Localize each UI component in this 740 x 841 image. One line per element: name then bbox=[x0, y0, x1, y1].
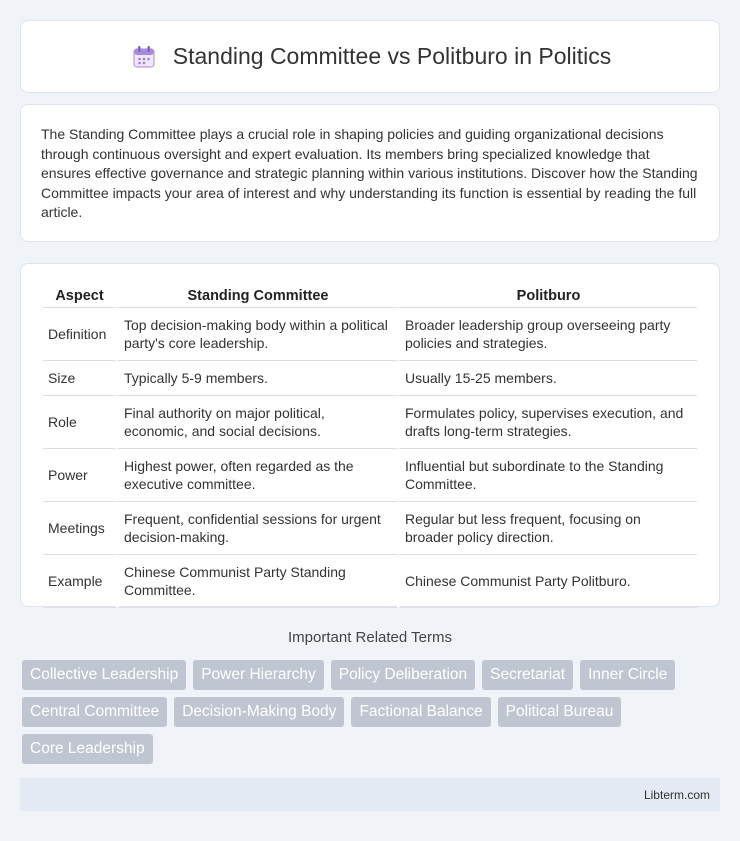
term-tag[interactable]: Collective Leadership bbox=[22, 660, 186, 690]
term-tag[interactable]: Factional Balance bbox=[351, 697, 490, 727]
row-standing-committee: Frequent, confidential sessions for urgent decision-making. bbox=[116, 502, 397, 555]
term-tag[interactable]: Decision-Making Body bbox=[174, 697, 344, 727]
table-row bbox=[43, 308, 697, 361]
intro-text: The Standing Committee plays a crucial role in shaping policies and guiding organizational decisions through continuous oversight and expert evaluation. Its members bring specialized knowledge that ensures effective governance and strategic planning within various institutions. Discover how the Standing Committee impacts your area of interest and why understanding its function is essential by reading the full article. bbox=[41, 126, 698, 220]
row-aspect: Meetings bbox=[43, 502, 116, 555]
comparison-table bbox=[43, 284, 697, 608]
row-standing-committee: Chinese Communist Party Standing Committee. bbox=[116, 555, 397, 608]
intro-card bbox=[20, 104, 720, 242]
table-row bbox=[43, 502, 697, 555]
term-tag[interactable]: Secretariat bbox=[482, 660, 573, 690]
table-header-row bbox=[43, 284, 697, 308]
term-tag[interactable]: Central Committee bbox=[22, 697, 167, 727]
term-tag[interactable]: Political Bureau bbox=[498, 697, 622, 727]
related-terms-title: Important Related Terms bbox=[288, 629, 452, 646]
row-standing-committee: Highest power, often regarded as the executive committee. bbox=[116, 449, 397, 502]
header-standing-committee: Standing Committee bbox=[116, 284, 397, 308]
term-tag[interactable]: Policy Deliberation bbox=[331, 660, 475, 690]
title-card bbox=[20, 20, 720, 93]
row-aspect: Definition bbox=[43, 308, 116, 361]
row-aspect: Power bbox=[43, 449, 116, 502]
row-politburo: Influential but subordinate to the Standing Committee. bbox=[397, 449, 697, 502]
related-terms-list bbox=[20, 660, 720, 764]
row-politburo: Broader leadership group overseeing party policies and strategies. bbox=[397, 308, 697, 361]
row-politburo: Formulates policy, supervises execution, and drafts long-term strategies. bbox=[397, 396, 697, 449]
table-row bbox=[43, 361, 697, 396]
term-tag[interactable]: Core Leadership bbox=[22, 734, 153, 764]
calendar-icon bbox=[129, 42, 159, 72]
comparison-table-card bbox=[20, 263, 720, 607]
footer bbox=[20, 778, 720, 811]
term-tag[interactable]: Power Hierarchy bbox=[193, 660, 324, 690]
row-aspect: Example bbox=[43, 555, 116, 608]
term-tag[interactable]: Inner Circle bbox=[580, 660, 675, 690]
row-politburo: Chinese Communist Party Politburo. bbox=[397, 555, 697, 608]
row-politburo: Regular but less frequent, focusing on broader policy direction. bbox=[397, 502, 697, 555]
row-aspect: Size bbox=[43, 361, 116, 396]
table-row bbox=[43, 449, 697, 502]
row-aspect: Role bbox=[43, 396, 116, 449]
footer-site-link[interactable]: Libterm.com bbox=[643, 787, 710, 802]
row-politburo: Usually 15-25 members. bbox=[397, 361, 697, 396]
header-aspect: Aspect bbox=[43, 284, 116, 308]
row-standing-committee: Final authority on major political, economic, and social decisions. bbox=[116, 396, 397, 449]
row-standing-committee: Top decision-making body within a political party's core leadership. bbox=[116, 308, 397, 361]
table-row bbox=[43, 555, 697, 608]
table-row bbox=[43, 396, 697, 449]
row-standing-committee: Typically 5-9 members. bbox=[116, 361, 397, 396]
page-title: Standing Committee vs Politburo in Politics bbox=[172, 43, 612, 69]
header-politburo: Politburo bbox=[397, 284, 697, 308]
